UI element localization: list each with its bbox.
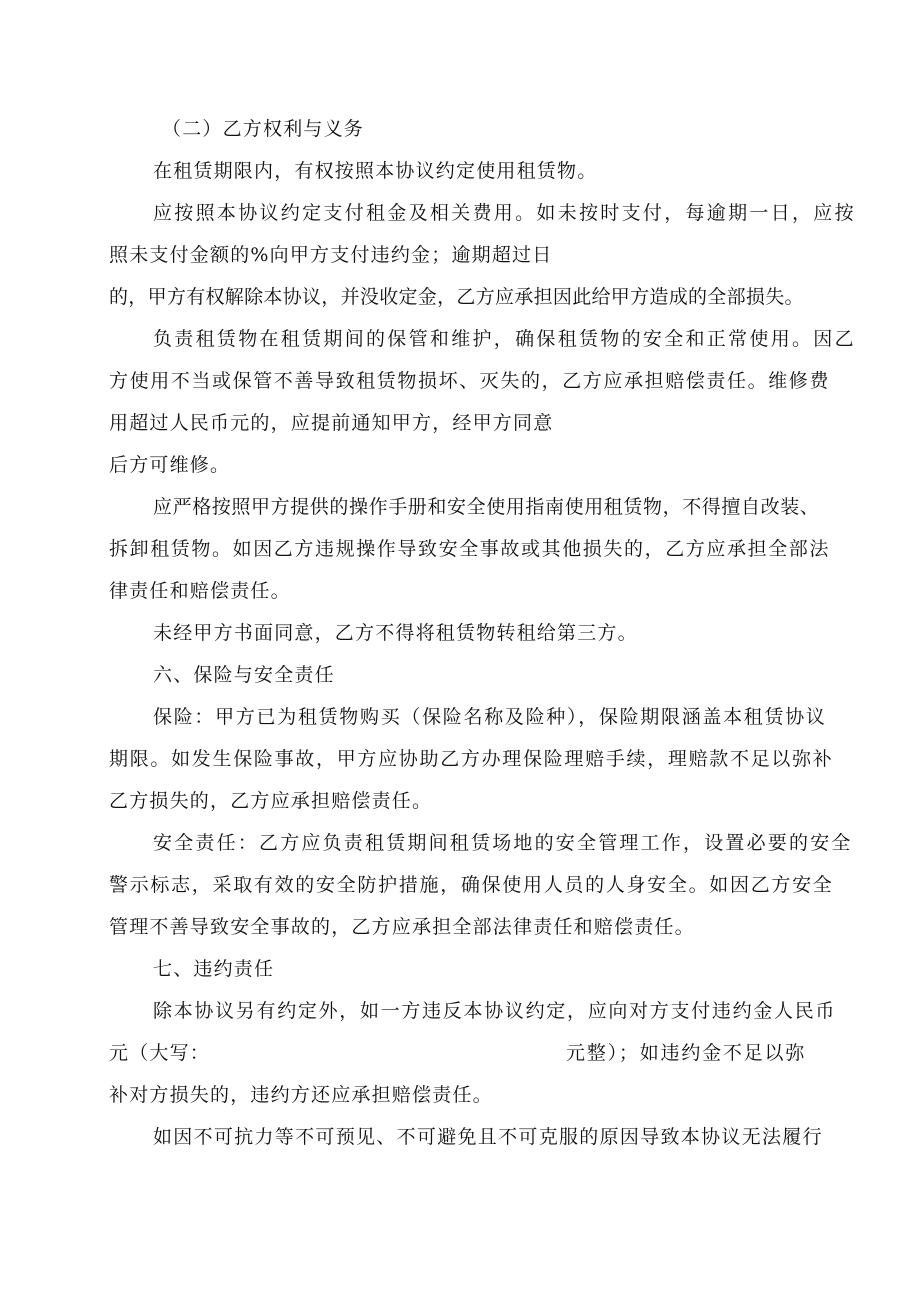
- paragraph-line-text-after-blank: 元整）；如违约金不足以弥: [566, 1042, 807, 1064]
- paragraph-line: 乙方损失的，乙方应承担赔偿责任。: [109, 790, 433, 812]
- paragraph-line: 管理不善导致安全事故的，乙方应承担全部法律责任和赔偿责任。: [109, 916, 695, 938]
- paragraph-line: 如因不可抗力等不可预见、不可避免且不可克服的原因导致本协议无法履行: [153, 1126, 823, 1148]
- paragraph-line: 补对方损失的，违约方还应承担赔偿责任。: [109, 1084, 493, 1106]
- paragraph-line: 拆卸租赁物。如因乙方违规操作导致安全事故或其他损失的，乙方应承担全部法: [109, 538, 831, 560]
- paragraph-line: 负责租赁物在租赁期间的保管和维护，确保租赁物的安全和正常使用。因乙: [153, 328, 856, 350]
- paragraph-line: 应严格按照甲方提供的操作手册和安全使用指南使用租赁物，不得擅自改装、: [153, 496, 820, 518]
- paragraph-line: 的，甲方有权解除本协议，并没收定金，乙方应承担因此给甲方造成的全部损失。: [109, 286, 804, 308]
- paragraph-line: 除本协议另有约定外，如一方违反本协议约定，应向对方支付违约金人民币: [153, 1000, 837, 1022]
- section-heading-insurance: 六、保险与安全责任: [153, 664, 335, 686]
- paragraph-line: 用超过人民币元的，应提前通知甲方，经甲方同意: [109, 412, 554, 434]
- section-heading-breach: 七、违约责任: [153, 958, 275, 980]
- fill-in-blank: [210, 1038, 566, 1068]
- paragraph-line: 在租赁期限内，有权按照本协议约定使用租赁物。: [153, 160, 598, 182]
- paragraph-line-text-before-blank: 元（大写：: [109, 1042, 211, 1064]
- paragraph-line-with-blank: [109, 1038, 806, 1068]
- paragraph-line: 期限。如发生保险事故，甲方应协助乙方办理保险理赔手续，理赔款不足以弥补: [109, 748, 834, 770]
- section-heading-party-b-rights: （二）乙方权利与义务: [162, 118, 365, 140]
- paragraph-line: 律责任和赔偿责任。: [109, 580, 291, 602]
- paragraph-line: 警示标志，采取有效的安全防护措施，确保使用人员的人身安全。如因乙方安全: [109, 874, 834, 896]
- paragraph-line: 安全责任：乙方应负责租赁期间租赁场地的安全管理工作，设置必要的安全: [153, 832, 853, 854]
- paragraph-line-text: 应按照本协议约定支付租金及相关费用。如未按时支付，每逾期一日，应按: [153, 202, 856, 224]
- paragraph-line: 保险：甲方已为租赁物购买（保险名称及险种），保险期限涵盖本租赁协议: [153, 706, 827, 728]
- paragraph-line: 未经甲方书面同意，乙方不得将租赁物转租给第三方。: [153, 622, 638, 644]
- paragraph-line-justified: [153, 198, 856, 228]
- paragraph-line: 方使用不当或保管不善导致租赁物损坏、灭失的，乙方应承担赔偿责任。维修费: [109, 370, 831, 392]
- paragraph-line: 照未支付金额的%向甲方支付违约金；逾期超过日: [109, 244, 553, 266]
- paragraph-line: 后方可维修。: [109, 454, 231, 476]
